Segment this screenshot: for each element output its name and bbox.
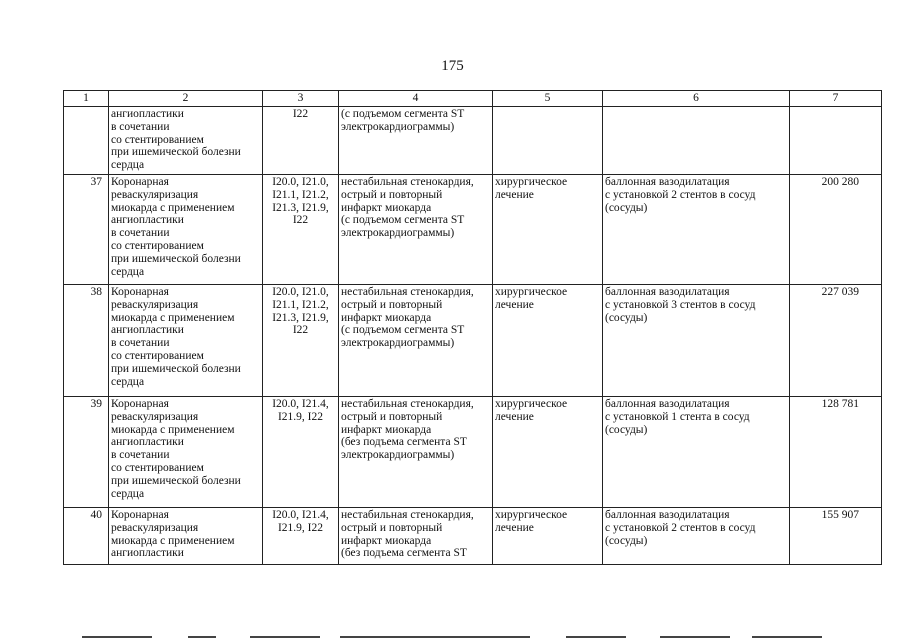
diagnosis: нестабильная стенокардия, острый и повторный инфаркт миокарда (без подъема сегмента ST электрокардиограммы) <box>339 396 493 507</box>
header-cell-1: 1 <box>64 91 109 107</box>
procedure-name: Коронарная реваскуляризация миокарда с применением ангиопластики в сочетании со стентированием при ишемической болезни сердца <box>109 396 263 507</box>
treatment-type: хирургическое лечение <box>493 174 603 284</box>
procedure-name: ангиопластики в сочетании со стентированием при ишемической болезни сердца <box>109 107 263 175</box>
icd-codes: I20.0, I21.0, I21.1, I21.2, I21.3, I21.9, I22 <box>263 284 339 396</box>
treatment-type: хирургическое лечение <box>493 284 603 396</box>
price: 227 039 <box>790 284 882 396</box>
treatment-method: баллонная вазодилатация с установкой 2 стентов в сосуд (сосуды) <box>603 507 790 564</box>
header-cell-7: 7 <box>790 91 882 107</box>
procedure-name: Коронарная реваскуляризация миокарда с применением ангиопластики в сочетании со стентированием при ишемической болезни сердца <box>109 284 263 396</box>
table-row <box>64 174 882 284</box>
treatment-method <box>603 107 790 175</box>
treatment-method: баллонная вазодилатация с установкой 2 стентов в сосуд (сосуды) <box>603 174 790 284</box>
header-cell-5: 5 <box>493 91 603 107</box>
row-number: 38 <box>64 284 109 396</box>
price <box>790 107 882 175</box>
row-number <box>64 107 109 175</box>
icd-codes: I20.0, I21.4, I21.9, I22 <box>263 507 339 564</box>
icd-codes: I22 <box>263 107 339 175</box>
treatment-type <box>493 107 603 175</box>
diagnosis: (с подъемом сегмента ST электрокардиограммы) <box>339 107 493 175</box>
treatment-type: хирургическое лечение <box>493 396 603 507</box>
treatment-type: хирургическое лечение <box>493 507 603 564</box>
icd-codes: I20.0, I21.4, I21.9, I22 <box>263 396 339 507</box>
icd-codes: I20.0, I21.0, I21.1, I21.2, I21.3, I21.9, I22 <box>263 174 339 284</box>
treatment-method: баллонная вазодилатация с установкой 3 стентов в сосуд (сосуды) <box>603 284 790 396</box>
table-row <box>64 396 882 507</box>
procedure-name: Коронарная реваскуляризация миокарда с применением ангиопластики в сочетании со стентированием при ишемической болезни сердца <box>109 174 263 284</box>
table-header-row <box>64 91 882 107</box>
treatment-method: баллонная вазодилатация с установкой 1 стента в сосуд (сосуды) <box>603 396 790 507</box>
table-row <box>64 107 882 175</box>
diagnosis: нестабильная стенокардия, острый и повторный инфаркт миокарда (с подъемом сегмента ST электрокардиограммы) <box>339 174 493 284</box>
procedures-table <box>63 90 882 565</box>
diagnosis: нестабильная стенокардия, острый и повторный инфаркт миокарда (без подъема сегмента ST <box>339 507 493 564</box>
price: 200 280 <box>790 174 882 284</box>
row-number: 39 <box>64 396 109 507</box>
table-row <box>64 284 882 396</box>
price: 155 907 <box>790 507 882 564</box>
row-number: 37 <box>64 174 109 284</box>
header-cell-2: 2 <box>109 91 263 107</box>
page-number: 175 <box>441 58 464 74</box>
header-cell-4: 4 <box>339 91 493 107</box>
header-cell-3: 3 <box>263 91 339 107</box>
row-number: 40 <box>64 507 109 564</box>
table-row <box>64 507 882 564</box>
header-cell-6: 6 <box>603 91 790 107</box>
scan-artifact-lines <box>0 634 905 640</box>
procedure-name: Коронарная реваскуляризация миокарда с применением ангиопластики <box>109 507 263 564</box>
diagnosis: нестабильная стенокардия, острый и повторный инфаркт миокарда (с подъемом сегмента ST электрокардиограммы) <box>339 284 493 396</box>
price: 128 781 <box>790 396 882 507</box>
